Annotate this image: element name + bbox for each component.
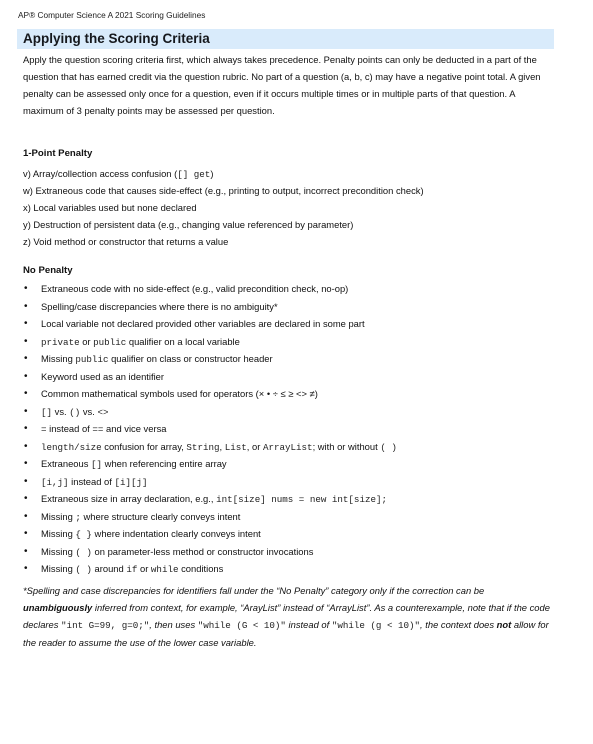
no-penalty-item-text [41,420,166,439]
footnote-emphasis: unambiguously [23,602,93,613]
inline-code: if [126,564,138,575]
inline-code: ArrayList [262,441,313,453]
inline-text: where indentation clearly conveys intent [91,528,261,539]
inline-text: ; with or without [312,440,381,452]
bullet-icon: • [24,510,28,522]
page-title: Applying the Scoring Criteria [23,31,210,46]
penalty-item-w: w) Extraneous code that causes side-effect (e.g., printing to output, incorrect precondition check) [23,185,424,196]
penalty-text: v) Array/collection access confusion ( [23,168,178,179]
no-penalty-heading: No Penalty [23,265,73,276]
inline-text: instead of [46,423,93,434]
bullet-icon: • [24,370,28,382]
no-penalty-item-text [41,368,164,386]
bullet-icon: • [24,528,28,539]
inline-text: Missing [41,353,76,364]
inline-text: confusion for array, [101,440,187,452]
penalty-item-y: y) Destruction of persistent data (e.g., changing value referenced by parameter) [23,219,354,230]
inline-text: around [91,563,127,574]
footnote-code: "while (G < 10)" [197,620,286,631]
inline-text: Missing [41,545,76,557]
inline-code: [] [41,406,53,418]
inline-code: [i][j] [114,476,148,488]
inline-code: () [69,406,81,418]
bullet-icon: • [24,388,28,399]
inline-code: <> [97,406,109,418]
inline-text: or [137,563,151,574]
no-penalty-item-text [41,473,148,492]
penalty-item-z: z) Void method or constructor that returns a value [23,236,229,247]
bullet-icon: • [24,440,28,452]
inline-text: Missing [41,510,76,522]
inline-code: public [75,354,109,365]
bullet-icon: • [24,563,28,574]
inline-text: when referencing entire array [102,458,227,469]
footnote-text: allow for the reader to assume the use of the lower case variable. [23,619,549,648]
inline-text: or [79,335,94,347]
footnote-emphasis: not [496,619,512,630]
inline-code: [i,j] [41,476,69,488]
inline-text: on parameter-less method or constructor invocations [91,545,314,557]
inline-text: , [219,440,225,452]
footnote-text: instead of [285,619,332,630]
inline-text: Local variable not declared provided other variables are declared in some part [41,318,365,329]
bullet-icon: • [24,318,28,329]
intro-paragraph: Apply the question scoring criteria first, which always takes precedence. Penalty points can only be deducted in a part of the question that has earned credit via the question rubric. No part of a question (a, b, c) may have a negative point total. A given penalty can be assessed only once for a question, even if it occurs multiple times or in multiple parts of that question. A maximum of 3 penalty points may be assessed per question. [23,54,541,116]
inline-text: vs. [80,405,98,417]
inline-code: String [186,441,220,453]
footnote-text: , then uses [149,619,198,630]
inline-text: instead of [68,475,115,487]
footnote-code: "while (g < 10)" [331,620,421,631]
no-penalty-item-text [41,385,318,403]
inline-code: ( ) [75,546,92,558]
inline-code: ( ) [380,441,397,453]
inline-code: public [93,336,127,348]
inline-text: Missing [41,563,76,574]
inline-text: Extraneous size in array declaration, e.g., [41,493,217,504]
inline-code: while [150,564,179,575]
no-penalty-item-text [41,315,365,333]
bullet-icon: • [24,335,28,347]
no-penalty-item-text [41,403,109,422]
inline-text: Extraneous code with no side-effect (e.g., valid precondition check, no-op) [41,283,349,294]
inline-text: and vice versa [103,423,167,434]
bullet-icon: • [24,493,28,504]
penalty-item-x: x) Local variables used but none declared [23,202,197,213]
no-penalty-item-text [41,490,387,509]
bullet-icon: • [24,405,28,417]
inline-code: == [92,424,104,435]
footnote-text: , the context does [420,619,497,630]
bullet-icon: • [24,283,28,294]
inline-code: length/size [41,441,102,453]
no-penalty-item-text [41,455,227,474]
penalty-code: [] get [177,169,211,180]
inline-code: ; [75,511,81,523]
inline-code: { } [75,529,92,540]
title-bar [17,29,554,49]
one-point-penalty-list [23,165,424,250]
inline-code: private [41,336,80,348]
running-header: AP® Computer Science A 2021 Scoring Guidelines [18,10,206,20]
inline-text: conditions [178,563,224,574]
inline-code: List [224,441,247,453]
no-penalty-item-text [41,298,278,316]
penalty-item-v [23,165,424,182]
inline-code: int[size] nums = new int[size]; [216,494,388,505]
no-penalty-item-text [41,560,223,579]
inline-text: Missing [41,528,76,539]
inline-code: ( ) [75,564,92,575]
bullet-icon: • [24,475,28,487]
penalty-text: ) [210,168,214,179]
inline-text: where structure clearly conveys intent [80,510,241,522]
bullet-icon: • [24,545,28,557]
inline-code: [] [91,459,103,470]
bullet-icon: • [24,353,28,364]
bullet-icon: • [24,423,28,434]
inline-code: = [41,424,47,435]
no-penalty-item-text [41,333,240,352]
no-penalty-item-text [41,280,348,298]
inline-text: qualifier on class or constructor header [108,353,273,364]
no-penalty-item-text [41,543,313,562]
one-point-penalty-heading: 1-Point Penalty [23,148,93,159]
inline-text: Spelling/case discrepancies where there is no ambiguity* [41,300,278,312]
inline-text: Common mathematical symbols used for operators (× • ÷ ≤ ≥ <> ≠) [41,388,318,399]
no-penalty-item-text [41,525,261,544]
footnote-code: "int G=99, g=0;" [61,620,150,631]
footnote-text: *Spelling and case discrepancies for identifiers fall under the “No Penalty” category only if the correction can be [23,585,485,596]
bullet-icon: • [24,300,28,312]
footnote [23,582,553,651]
footnote-text: inferred from context, for example, “ArayList” instead of “ArrayList”. As a counterexample, note that if the code declares [23,602,550,630]
bullet-icon: • [24,458,28,469]
inline-text: vs. [52,405,70,417]
inline-text: Keyword used as an identifier [41,370,164,382]
no-penalty-item-text [41,508,240,527]
inline-text: qualifier on a local variable [126,335,240,347]
inline-text: Extraneous [41,458,92,469]
no-penalty-item-text [41,438,397,457]
no-penalty-item-text [41,350,273,369]
inline-text: , or [246,440,263,452]
